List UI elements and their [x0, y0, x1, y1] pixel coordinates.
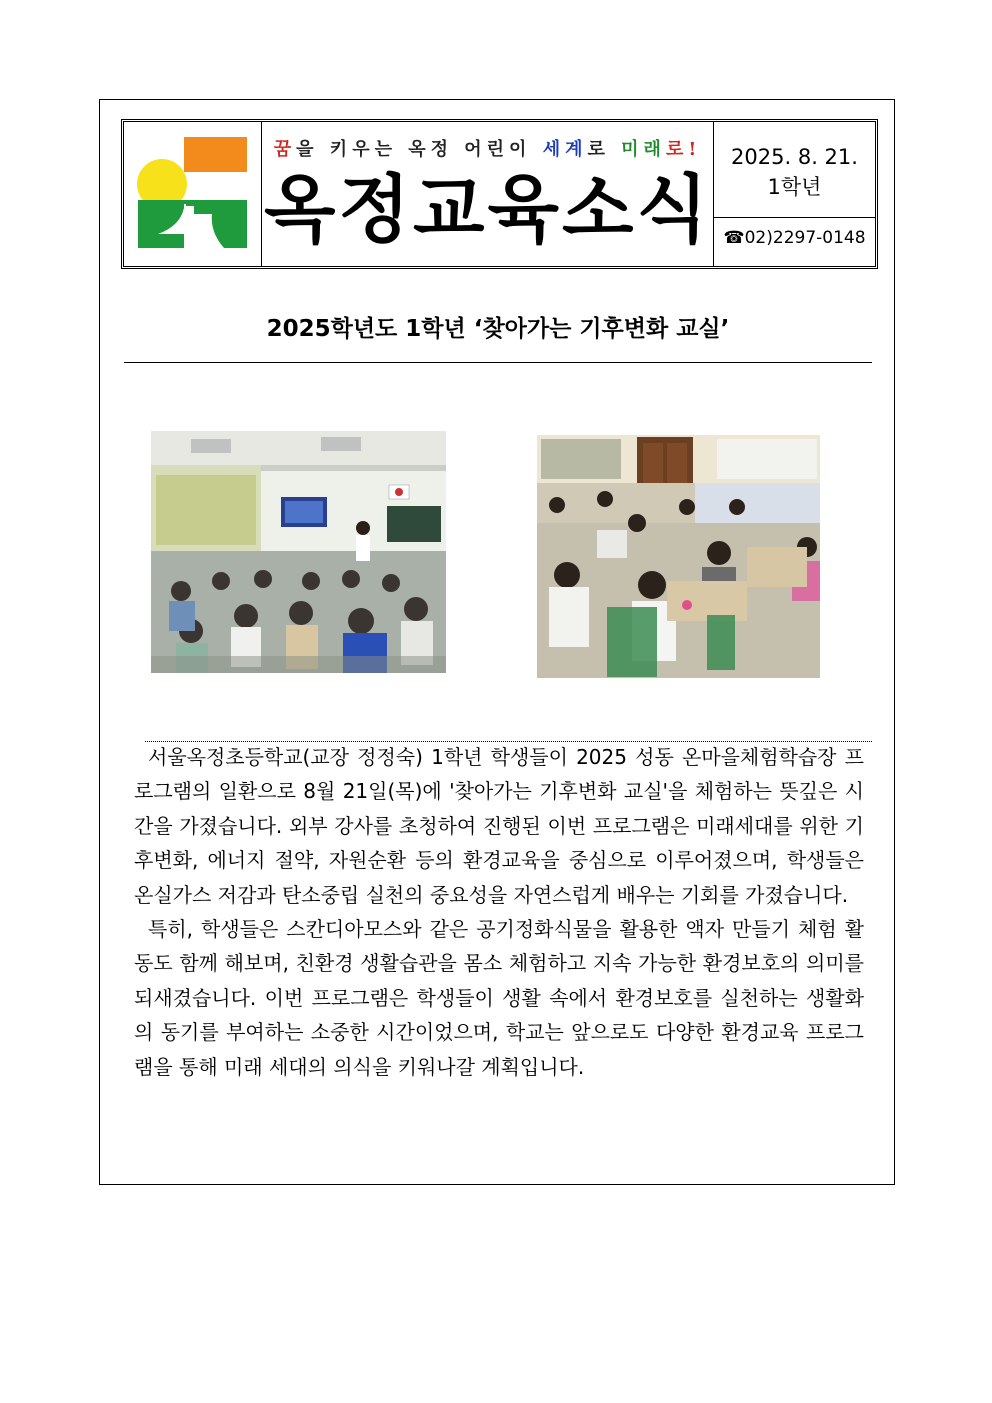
article-paragraph: 서울옥정초등학교(교장 정정숙) 1학년 학생들이 2025 성동 온마을체험학습장 프로그램의 일환으로 8월 21일(목)에 '찾아가는 기후변화 교실'을 체험하는 뜻깊은 시간을 가졌습니다. 외부 강사를 초청하여 진행된 이번 프로그램은 미래세대를 위한 기후변화, 에너지 절약, 자원순환 등의 환경교육을 중심으로 이루어졌으며, 학생들은 온실가스 저감과 탄소중립 실천의 중요성을 자연스럽게 배우는 기회를 가졌습니다. — [134, 745, 864, 907]
masthead-center — [262, 122, 714, 266]
article-body — [134, 740, 864, 1084]
article-headline: 2025학년도 1학년 ‘찾아가는 기후변화 교실’ — [266, 316, 730, 342]
article-paragraph: 특히, 학생들은 스칸디아모스와 같은 공기정화식물을 활용한 액자 만들기 체험 활동도 함께 해보며, 친환경 생활습관을 몸소 체험하고 지속 가능한 환경보호의 의미를 되새겼습니다. 이번 프로그램은 학생들이 생활 속에서 환경보호를 실천하는 생활화의 동기를 부여하는 소중한 시간이었으며, 학교는 앞으로도 다양한 환경교육 프로그램을 통해 미래 세대의 의식을 키워나갈 계획입니다. — [134, 917, 864, 1079]
slogan — [262, 135, 713, 161]
slogan-part: 을 키우는 옥정 어린이 — [296, 139, 543, 160]
masthead-info — [714, 122, 875, 266]
issue-date: 2025. 8. 21. — [731, 145, 858, 169]
slogan-part: 로 — [587, 139, 622, 160]
slogan-part: 미래 — [621, 139, 666, 160]
slogan-part: 꿈 — [273, 139, 297, 160]
issue-info — [714, 122, 875, 218]
newsletter-frame — [99, 99, 895, 1185]
photo-frame-making — [537, 435, 820, 678]
school-logo-mark — [124, 122, 256, 266]
school-logo — [124, 122, 262, 266]
school-phone: ☎02)2297-0148 — [723, 228, 866, 248]
photo-classroom-lecture — [151, 431, 446, 673]
headline-divider — [124, 362, 872, 363]
masthead — [121, 119, 878, 269]
slogan-part: 로! — [665, 139, 702, 160]
slogan-part: 세계 — [542, 139, 588, 160]
issue-grade: 1학년 — [767, 175, 822, 199]
newsletter-title: 옥정교육소식 — [264, 167, 711, 253]
